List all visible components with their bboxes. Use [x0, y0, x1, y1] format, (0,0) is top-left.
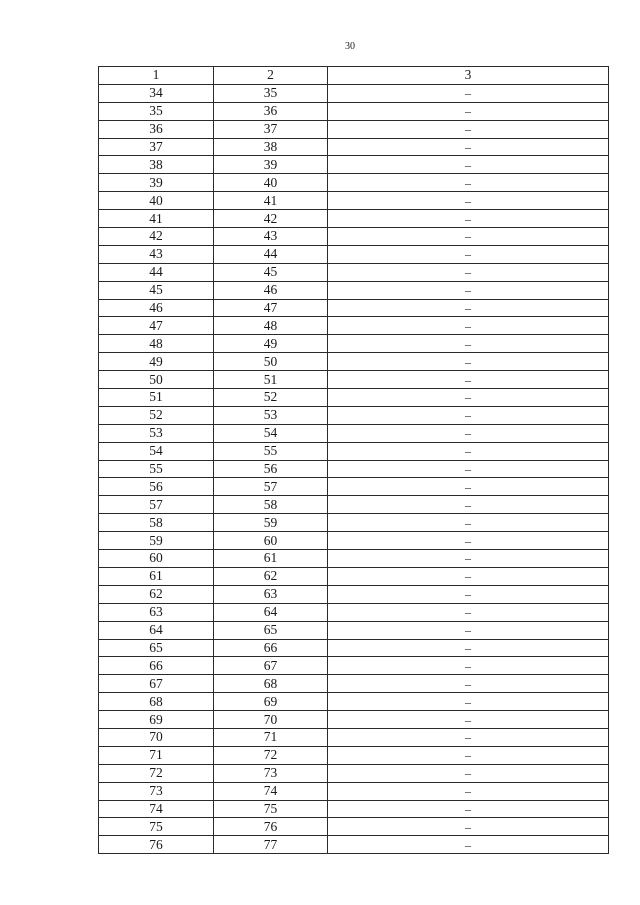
table-cell-col-2: 73: [214, 764, 328, 782]
table-cell-col-1: 34: [99, 84, 214, 102]
table-row: [99, 621, 609, 639]
table-row: [99, 657, 609, 675]
table-cell-col-1: 52: [99, 406, 214, 424]
table-cell-col-2: 64: [214, 603, 328, 621]
table-row: [99, 281, 609, 299]
table-cell-col-2: 42: [214, 210, 328, 228]
table-cell-col-3: –: [328, 84, 609, 102]
table-row: [99, 764, 609, 782]
table-cell-col-2: 65: [214, 621, 328, 639]
table-row: [99, 639, 609, 657]
table-row: [99, 424, 609, 442]
table-cell-col-3: –: [328, 711, 609, 729]
data-table: [98, 66, 609, 854]
page-number: 30: [345, 41, 355, 52]
table-cell-col-1: 73: [99, 782, 214, 800]
table-header: [99, 67, 609, 85]
table-cell-col-2: 66: [214, 639, 328, 657]
table-cell-col-3: –: [328, 728, 609, 746]
table-cell-col-1: 46: [99, 299, 214, 317]
table-row: [99, 317, 609, 335]
table-cell-col-2: 47: [214, 299, 328, 317]
table-cell-col-3: –: [328, 514, 609, 532]
table-cell-col-3: –: [328, 746, 609, 764]
table-row: [99, 156, 609, 174]
table-cell-col-2: 57: [214, 478, 328, 496]
table-cell-col-2: 61: [214, 550, 328, 568]
table-cell-col-3: –: [328, 317, 609, 335]
table-cell-col-2: 75: [214, 800, 328, 818]
table-cell-col-2: 51: [214, 371, 328, 389]
table-row: [99, 299, 609, 317]
table-cell-col-3: –: [328, 782, 609, 800]
table-cell-col-1: 43: [99, 245, 214, 263]
table-cell-col-3: –: [328, 371, 609, 389]
table-cell-col-2: 71: [214, 728, 328, 746]
table-cell-col-2: 70: [214, 711, 328, 729]
table-cell-col-2: 56: [214, 460, 328, 478]
table-cell-col-1: 53: [99, 424, 214, 442]
table-cell-col-1: 35: [99, 102, 214, 120]
table-row: [99, 460, 609, 478]
table-cell-col-3: –: [328, 639, 609, 657]
table-cell-col-1: 57: [99, 496, 214, 514]
table-row: [99, 406, 609, 424]
table-cell-col-3: –: [328, 353, 609, 371]
table-row: [99, 245, 609, 263]
table-cell-col-2: 72: [214, 746, 328, 764]
table-row: [99, 782, 609, 800]
table-cell-col-3: –: [328, 228, 609, 246]
table-cell-col-2: 50: [214, 353, 328, 371]
table-cell-col-1: 71: [99, 746, 214, 764]
table-cell-col-3: –: [328, 138, 609, 156]
table-cell-col-2: 76: [214, 818, 328, 836]
table-cell-col-2: 54: [214, 424, 328, 442]
table-cell-col-2: 36: [214, 102, 328, 120]
table-cell-col-1: 44: [99, 263, 214, 281]
table-cell-col-2: 37: [214, 120, 328, 138]
table-row: [99, 174, 609, 192]
table-cell-col-3: –: [328, 550, 609, 568]
table-cell-col-2: 63: [214, 585, 328, 603]
table-cell-col-1: 38: [99, 156, 214, 174]
table-cell-col-2: 41: [214, 192, 328, 210]
table-cell-col-3: –: [328, 675, 609, 693]
table-cell-col-3: –: [328, 210, 609, 228]
table-cell-col-2: 62: [214, 567, 328, 585]
table-cell-col-1: 64: [99, 621, 214, 639]
table-cell-col-2: 53: [214, 406, 328, 424]
table-cell-col-2: 43: [214, 228, 328, 246]
table-cell-col-1: 54: [99, 442, 214, 460]
table-row: [99, 120, 609, 138]
table-cell-col-1: 69: [99, 711, 214, 729]
table-cell-col-3: –: [328, 281, 609, 299]
table-cell-col-2: 68: [214, 675, 328, 693]
table-cell-col-2: 48: [214, 317, 328, 335]
table-cell-col-2: 45: [214, 263, 328, 281]
table-cell-col-1: 45: [99, 281, 214, 299]
table-cell-col-2: 55: [214, 442, 328, 460]
table-row: [99, 675, 609, 693]
table-cell-col-1: 39: [99, 174, 214, 192]
table-cell-col-2: 39: [214, 156, 328, 174]
table-row: [99, 389, 609, 407]
header-row: [99, 67, 609, 85]
table-cell-col-1: 37: [99, 138, 214, 156]
table-row: [99, 102, 609, 120]
table-cell-col-2: 74: [214, 782, 328, 800]
column-header-3: 3: [328, 67, 609, 85]
table-cell-col-1: 70: [99, 728, 214, 746]
table-cell-col-1: 65: [99, 639, 214, 657]
table-cell-col-1: 58: [99, 514, 214, 532]
table-cell-col-1: 48: [99, 335, 214, 353]
table-cell-col-3: –: [328, 335, 609, 353]
column-header-2: 2: [214, 67, 328, 85]
table-row: [99, 514, 609, 532]
table-cell-col-3: –: [328, 800, 609, 818]
table-row: [99, 693, 609, 711]
table-row: [99, 603, 609, 621]
table-cell-col-2: 49: [214, 335, 328, 353]
table-cell-col-3: –: [328, 120, 609, 138]
table-cell-col-1: 55: [99, 460, 214, 478]
table-row: [99, 353, 609, 371]
table-cell-col-3: –: [328, 532, 609, 550]
table-row: [99, 442, 609, 460]
table-cell-col-2: 46: [214, 281, 328, 299]
table-cell-col-1: 49: [99, 353, 214, 371]
table-row: [99, 263, 609, 281]
table-cell-col-3: –: [328, 174, 609, 192]
table-cell-col-3: –: [328, 263, 609, 281]
table-row: [99, 192, 609, 210]
table-row: [99, 210, 609, 228]
table-cell-col-3: –: [328, 389, 609, 407]
table-cell-col-1: 41: [99, 210, 214, 228]
table-cell-col-1: 36: [99, 120, 214, 138]
table-cell-col-3: –: [328, 585, 609, 603]
table-cell-col-1: 47: [99, 317, 214, 335]
table-cell-col-1: 50: [99, 371, 214, 389]
table-cell-col-1: 66: [99, 657, 214, 675]
table-row: [99, 800, 609, 818]
table-row: [99, 371, 609, 389]
table-row: [99, 728, 609, 746]
table-cell-col-3: –: [328, 818, 609, 836]
table-row: [99, 335, 609, 353]
table-cell-col-2: 60: [214, 532, 328, 550]
table-cell-col-1: 42: [99, 228, 214, 246]
table-cell-col-2: 52: [214, 389, 328, 407]
table-row: [99, 818, 609, 836]
table-cell-col-3: –: [328, 460, 609, 478]
table-cell-col-3: –: [328, 406, 609, 424]
table-cell-col-1: 59: [99, 532, 214, 550]
table-cell-col-3: –: [328, 424, 609, 442]
table-cell-col-3: –: [328, 657, 609, 675]
table-row: [99, 836, 609, 854]
table-row: [99, 711, 609, 729]
table-cell-col-3: –: [328, 192, 609, 210]
table-cell-col-1: 67: [99, 675, 214, 693]
table-row: [99, 478, 609, 496]
table-cell-col-3: –: [328, 764, 609, 782]
table-cell-col-3: –: [328, 478, 609, 496]
table-cell-col-2: 67: [214, 657, 328, 675]
table-cell-col-2: 35: [214, 84, 328, 102]
table-row: [99, 550, 609, 568]
table-cell-col-1: 61: [99, 567, 214, 585]
table-cell-col-1: 76: [99, 836, 214, 854]
table-cell-col-3: –: [328, 156, 609, 174]
table-row: [99, 585, 609, 603]
table-cell-col-1: 62: [99, 585, 214, 603]
table-cell-col-1: 74: [99, 800, 214, 818]
table-row: [99, 567, 609, 585]
table-cell-col-3: –: [328, 245, 609, 263]
table-cell-col-3: –: [328, 299, 609, 317]
table-cell-col-1: 75: [99, 818, 214, 836]
table-cell-col-3: –: [328, 102, 609, 120]
table-row: [99, 496, 609, 514]
table-cell-col-3: –: [328, 567, 609, 585]
table-cell-col-3: –: [328, 496, 609, 514]
table-row: [99, 138, 609, 156]
table-cell-col-3: –: [328, 603, 609, 621]
table-row: [99, 84, 609, 102]
table-cell-col-2: 59: [214, 514, 328, 532]
table-row: [99, 532, 609, 550]
table-cell-col-1: 56: [99, 478, 214, 496]
table-cell-col-2: 40: [214, 174, 328, 192]
table-cell-col-1: 60: [99, 550, 214, 568]
table-cell-col-3: –: [328, 621, 609, 639]
table-cell-col-2: 69: [214, 693, 328, 711]
table-row: [99, 228, 609, 246]
table-cell-col-2: 44: [214, 245, 328, 263]
table-cell-col-1: 72: [99, 764, 214, 782]
table-cell-col-3: –: [328, 836, 609, 854]
table-cell-col-1: 51: [99, 389, 214, 407]
table-cell-col-1: 40: [99, 192, 214, 210]
table-cell-col-2: 38: [214, 138, 328, 156]
table-cell-col-1: 63: [99, 603, 214, 621]
column-header-1: 1: [99, 67, 214, 85]
table-body: [99, 84, 609, 853]
table-cell-col-3: –: [328, 442, 609, 460]
table-cell-col-1: 68: [99, 693, 214, 711]
table-row: [99, 746, 609, 764]
table-cell-col-2: 58: [214, 496, 328, 514]
table-cell-col-2: 77: [214, 836, 328, 854]
table-cell-col-3: –: [328, 693, 609, 711]
